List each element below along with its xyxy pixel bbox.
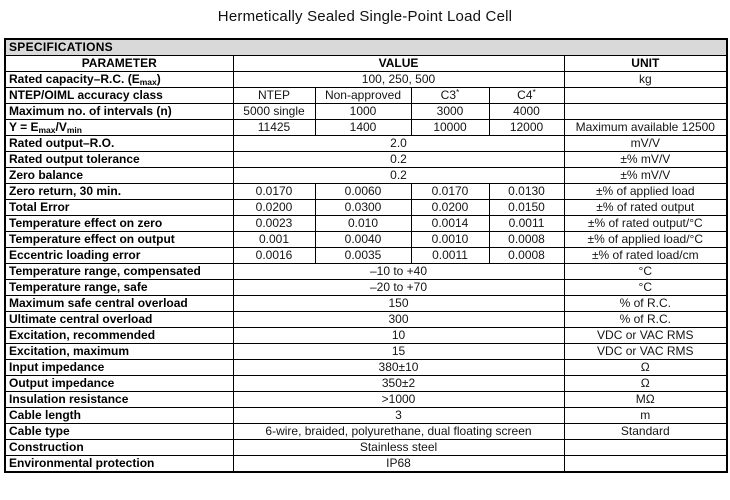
table-row bbox=[5, 312, 727, 328]
table-row bbox=[5, 232, 727, 248]
value-cell: C3* bbox=[411, 88, 489, 104]
table-row bbox=[5, 280, 727, 296]
table-row bbox=[5, 248, 727, 264]
parameter-cell: Temperature effect on zero bbox=[5, 216, 233, 232]
value-cell: 0.0008 bbox=[489, 232, 564, 248]
table-row bbox=[5, 216, 727, 232]
value-cell: 0.0016 bbox=[233, 248, 315, 264]
table-body bbox=[5, 72, 727, 473]
unit-cell: °C bbox=[564, 264, 727, 280]
table-row bbox=[5, 328, 727, 344]
page-title: Hermetically Sealed Single-Point Load Cell bbox=[217, 8, 513, 25]
value-cell: 3000 bbox=[411, 104, 489, 120]
parameter-cell: Temperature effect on output bbox=[5, 232, 233, 248]
value-cell: 1400 bbox=[315, 120, 411, 136]
unit-cell: ±% mV/V bbox=[564, 152, 727, 168]
value-cell: 0.010 bbox=[315, 216, 411, 232]
parameter-cell: Rated capacity–R.C. $(E_{max})$ bbox=[5, 72, 233, 88]
value-cell: 0.0010 bbox=[411, 232, 489, 248]
unit-cell: m bbox=[564, 408, 727, 424]
unit-cell: kg bbox=[564, 72, 727, 88]
parameter-cell: Cable length bbox=[5, 408, 233, 424]
unit-cell: Ω bbox=[564, 360, 727, 376]
parameter-cell: Output impedance bbox=[5, 376, 233, 392]
table-row bbox=[5, 200, 727, 216]
value-cell: 300 bbox=[233, 312, 564, 328]
table-row bbox=[5, 120, 727, 136]
unit-cell: ±% of rated load/cm bbox=[564, 248, 727, 264]
value-cell: 10 bbox=[233, 328, 564, 344]
value-cell: 0.0023 bbox=[233, 216, 315, 232]
table-row bbox=[5, 104, 727, 120]
section-header-row bbox=[5, 39, 727, 56]
parameter-cell: Temperature range, safe bbox=[5, 280, 233, 296]
column-header-parameter: PARAMETER bbox=[5, 56, 233, 72]
value-cell: 3 bbox=[233, 408, 564, 424]
table-row bbox=[5, 456, 727, 473]
column-header-row bbox=[5, 56, 727, 72]
unit-cell: VDC or VAC RMS bbox=[564, 328, 727, 344]
parameter-cell: Environmental protection bbox=[5, 456, 233, 473]
value-cell: C4* bbox=[489, 88, 564, 104]
table-row bbox=[5, 440, 727, 456]
value-cell: 1000 bbox=[315, 104, 411, 120]
parameter-cell: Zero return, 30 min. bbox=[5, 184, 233, 200]
unit-cell: VDC or VAC RMS bbox=[564, 344, 727, 360]
parameter-cell: Total Error bbox=[5, 200, 233, 216]
parameter-cell: Input impedance bbox=[5, 360, 233, 376]
column-header-unit: UNIT bbox=[564, 56, 727, 72]
value-cell: Non-approved bbox=[315, 88, 411, 104]
unit-cell: Maximum available 12500 bbox=[564, 120, 727, 136]
parameter-cell: Temperature range, compensated bbox=[5, 264, 233, 280]
parameter-cell: Ultimate central overload bbox=[5, 312, 233, 328]
unit-cell: ±% of applied load/°C bbox=[564, 232, 727, 248]
parameter-cell: Insulation resistance bbox=[5, 392, 233, 408]
unit-cell bbox=[564, 440, 727, 456]
table-row bbox=[5, 360, 727, 376]
value-cell: 0.0060 bbox=[315, 184, 411, 200]
value-cell: –20 to +70 bbox=[233, 280, 564, 296]
value-cell: –10 to +40 bbox=[233, 264, 564, 280]
table-row bbox=[5, 184, 727, 200]
value-cell: 6-wire, braided, polyurethane, dual floating screen bbox=[233, 424, 564, 440]
value-cell: NTEP bbox=[233, 88, 315, 104]
parameter-cell: Excitation, maximum bbox=[5, 344, 233, 360]
parameter-cell: Rated output tolerance bbox=[5, 152, 233, 168]
value-cell: 0.0008 bbox=[489, 248, 564, 264]
value-cell: 0.0170 bbox=[233, 184, 315, 200]
parameter-cell: Cable type bbox=[5, 424, 233, 440]
value-cell: >1000 bbox=[233, 392, 564, 408]
column-header-value: VALUE bbox=[233, 56, 564, 72]
value-cell: IP68 bbox=[233, 456, 564, 473]
value-cell: 0.0200 bbox=[411, 200, 489, 216]
value-cell: 380±10 bbox=[233, 360, 564, 376]
section-header: SPECIFICATIONS bbox=[5, 39, 727, 56]
unit-cell: °C bbox=[564, 280, 727, 296]
value-cell: 100, 250, 500 bbox=[233, 72, 564, 88]
value-cell: 2.0 bbox=[233, 136, 564, 152]
table-row bbox=[5, 424, 727, 440]
parameter-cell: Maximum no. of intervals (n) bbox=[5, 104, 233, 120]
value-cell: 0.0035 bbox=[315, 248, 411, 264]
value-cell: 150 bbox=[233, 296, 564, 312]
value-cell: 0.0014 bbox=[411, 216, 489, 232]
value-cell: 0.0300 bbox=[315, 200, 411, 216]
value-cell: 4000 bbox=[489, 104, 564, 120]
parameter-cell: Maximum safe central overload bbox=[5, 296, 233, 312]
value-cell: Stainless steel bbox=[233, 440, 564, 456]
parameter-cell: Zero balance bbox=[5, 168, 233, 184]
value-cell: 0.0130 bbox=[489, 184, 564, 200]
unit-cell: ±% mV/V bbox=[564, 168, 727, 184]
table-row bbox=[5, 408, 727, 424]
table-row bbox=[5, 296, 727, 312]
value-cell: 0.2 bbox=[233, 152, 564, 168]
unit-cell: ±% of rated output bbox=[564, 200, 727, 216]
table-row bbox=[5, 392, 727, 408]
unit-cell: mV/V bbox=[564, 136, 727, 152]
parameter-cell: Excitation, recommended bbox=[5, 328, 233, 344]
parameter-cell: Construction bbox=[5, 440, 233, 456]
unit-cell: ±% of applied load bbox=[564, 184, 727, 200]
unit-cell: MΩ bbox=[564, 392, 727, 408]
value-cell: 12000 bbox=[489, 120, 564, 136]
unit-cell bbox=[564, 456, 727, 473]
value-cell: 0.0011 bbox=[489, 216, 564, 232]
table-row bbox=[5, 168, 727, 184]
table-row bbox=[5, 344, 727, 360]
value-cell: 0.0200 bbox=[233, 200, 315, 216]
parameter-cell: Eccentric loading error bbox=[5, 248, 233, 264]
value-cell: 5000 single bbox=[233, 104, 315, 120]
specifications-table bbox=[4, 38, 728, 473]
unit-cell: Standard bbox=[564, 424, 727, 440]
table-row bbox=[5, 136, 727, 152]
table-row bbox=[5, 376, 727, 392]
value-cell: 0.0040 bbox=[315, 232, 411, 248]
unit-cell: % of R.C. bbox=[564, 296, 727, 312]
value-cell: 0.0011 bbox=[411, 248, 489, 264]
table-row bbox=[5, 72, 727, 88]
value-cell: 10000 bbox=[411, 120, 489, 136]
value-cell: 0.0170 bbox=[411, 184, 489, 200]
table-row bbox=[5, 152, 727, 168]
table-row bbox=[5, 264, 727, 280]
unit-cell bbox=[564, 104, 727, 120]
value-cell: 0.0150 bbox=[489, 200, 564, 216]
value-cell: 0.001 bbox=[233, 232, 315, 248]
parameter-cell: Rated output–R.O. bbox=[5, 136, 233, 152]
unit-cell: % of R.C. bbox=[564, 312, 727, 328]
value-cell: 11425 bbox=[233, 120, 315, 136]
parameter-cell: NTEP/OIML accuracy class bbox=[5, 88, 233, 104]
value-cell: 350±2 bbox=[233, 376, 564, 392]
value-cell: 0.2 bbox=[233, 168, 564, 184]
unit-cell bbox=[564, 88, 727, 104]
unit-cell: Ω bbox=[564, 376, 727, 392]
table-row bbox=[5, 88, 727, 104]
unit-cell: ±% of rated output/°C bbox=[564, 216, 727, 232]
value-cell: 15 bbox=[233, 344, 564, 360]
parameter-cell: $Y = E_{max}/V_{min}$ bbox=[5, 120, 233, 136]
